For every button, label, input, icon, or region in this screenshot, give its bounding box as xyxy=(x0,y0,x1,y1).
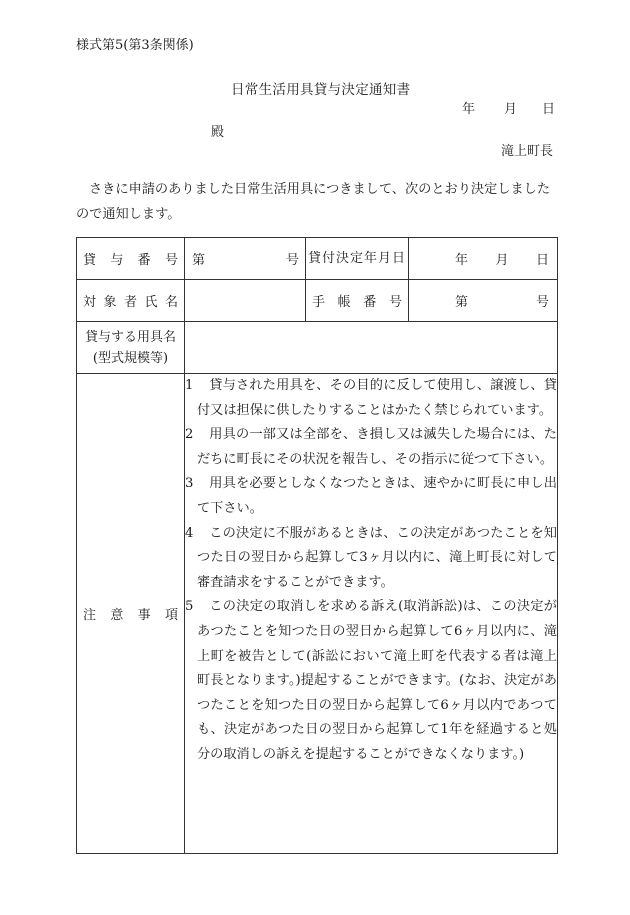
note-item xyxy=(185,595,557,767)
handbook-number-label-cell xyxy=(306,280,409,322)
decision-date-value-cell xyxy=(409,238,558,280)
sender-name: 滝上町長 xyxy=(501,144,554,159)
date-year-label: 年 xyxy=(462,102,476,117)
handbook-number-suffix: 号 xyxy=(535,295,549,310)
note-number: 2 xyxy=(185,427,194,443)
loan-number-value-cell xyxy=(185,238,306,280)
note-item xyxy=(185,374,557,423)
equipment-label-line1: 貸与する用具名 xyxy=(84,329,176,345)
target-name-value-cell xyxy=(185,280,306,322)
body-text: さきに申請のありました日常生活用具につきまして、次のとおり決定しましたので通知します。 xyxy=(76,182,551,222)
loan-number-suffix: 号 xyxy=(285,253,299,268)
note-number: 1 xyxy=(185,378,194,393)
loan-number-label-cell xyxy=(77,238,185,280)
note-item xyxy=(185,522,557,596)
equipment-label-line2: (型式規模等) xyxy=(92,350,169,366)
addressee-suffix: 殿 xyxy=(211,125,225,140)
note-number: 4 xyxy=(185,525,194,541)
note-text: 用具を必要としなくなつたときは、速やかに町長に申し出て下さい。 xyxy=(197,476,557,516)
handbook-number-prefix: 第 xyxy=(455,295,469,310)
note-text: この決定の取消しを求める訴え(取消訴訟)は、この決定があつたことを知つた日の翌日から起算して6ヶ月以内に、滝上町を被告として(訴訟において滝上町を代表する者は滝上町長となります。)提起することができます。(なお、決定があつたことを知つた日の翌日から起算して6ヶ月以内であつても、決定があつた日の翌日から起算して1年を経過すると処分の取消しの訴えを提起することができなくなります。) xyxy=(197,599,557,762)
notes-label-char: 事 xyxy=(137,608,151,623)
document-title: 日常生活用具貸与決定通知書 xyxy=(231,82,411,98)
date-day-label: 日 xyxy=(542,102,556,117)
loan-number-prefix: 第 xyxy=(192,253,206,268)
note-text: この決定に不服があるときは、この決定があつたことを知つた日の翌日から起算して3ヶ月以内に、滝上町長に対して審査請求をすることができます。 xyxy=(197,525,557,590)
note-item xyxy=(185,423,557,472)
date-month-label: 月 xyxy=(504,102,518,117)
loan-number-label-char: 貸 xyxy=(83,253,97,268)
notes-cell xyxy=(185,374,558,854)
target-name-label-char: 名 xyxy=(164,295,178,310)
handbook-number-value-cell xyxy=(409,280,558,322)
target-name-label-char: 象 xyxy=(103,295,117,310)
equipment-value-cell xyxy=(185,322,558,374)
handbook-number-label-char: 番 xyxy=(363,295,377,310)
note-number: 3 xyxy=(185,476,194,492)
note-text: 貸与された用具を、その目的に反して使用し、譲渡し、貸付又は担保に供したりすることはかたく禁じられています。 xyxy=(197,378,557,418)
handbook-number-label-char: 号 xyxy=(388,295,402,310)
target-name-label-char: 氏 xyxy=(144,295,158,310)
note-item xyxy=(185,472,557,521)
target-name-label-char: 者 xyxy=(123,295,137,310)
form-number: 様式第5(第3条関係) xyxy=(76,38,194,53)
loan-number-label-char: 番 xyxy=(137,253,151,268)
loan-number-label-char: 与 xyxy=(110,253,124,268)
notes-label-cell xyxy=(77,374,185,854)
decision-date-month: 月 xyxy=(495,253,509,268)
notes-label-char: 項 xyxy=(164,608,178,623)
handbook-number-label-char: 帳 xyxy=(337,295,351,310)
note-number: 5 xyxy=(185,599,194,615)
target-name-label-char: 対 xyxy=(83,295,97,310)
notes-label-char: 意 xyxy=(110,608,124,623)
decision-date-year: 年 xyxy=(455,253,469,268)
equipment-label-cell xyxy=(77,322,185,374)
loan-number-label-char: 号 xyxy=(164,253,178,268)
decision-date-day: 日 xyxy=(535,253,549,268)
target-name-label-cell xyxy=(77,280,185,322)
decision-date-label-cell xyxy=(306,238,409,280)
note-text: 用具の一部又は全部を、き損し又は滅失した場合には、ただちに町長にその状況を報告し、その指示に従つて下さい。 xyxy=(197,427,557,467)
notes-label-char: 注 xyxy=(83,608,97,623)
handbook-number-label-char: 手 xyxy=(312,295,326,310)
decision-date-label: 貸付決定年月日 xyxy=(307,251,406,266)
decision-table xyxy=(76,237,558,854)
